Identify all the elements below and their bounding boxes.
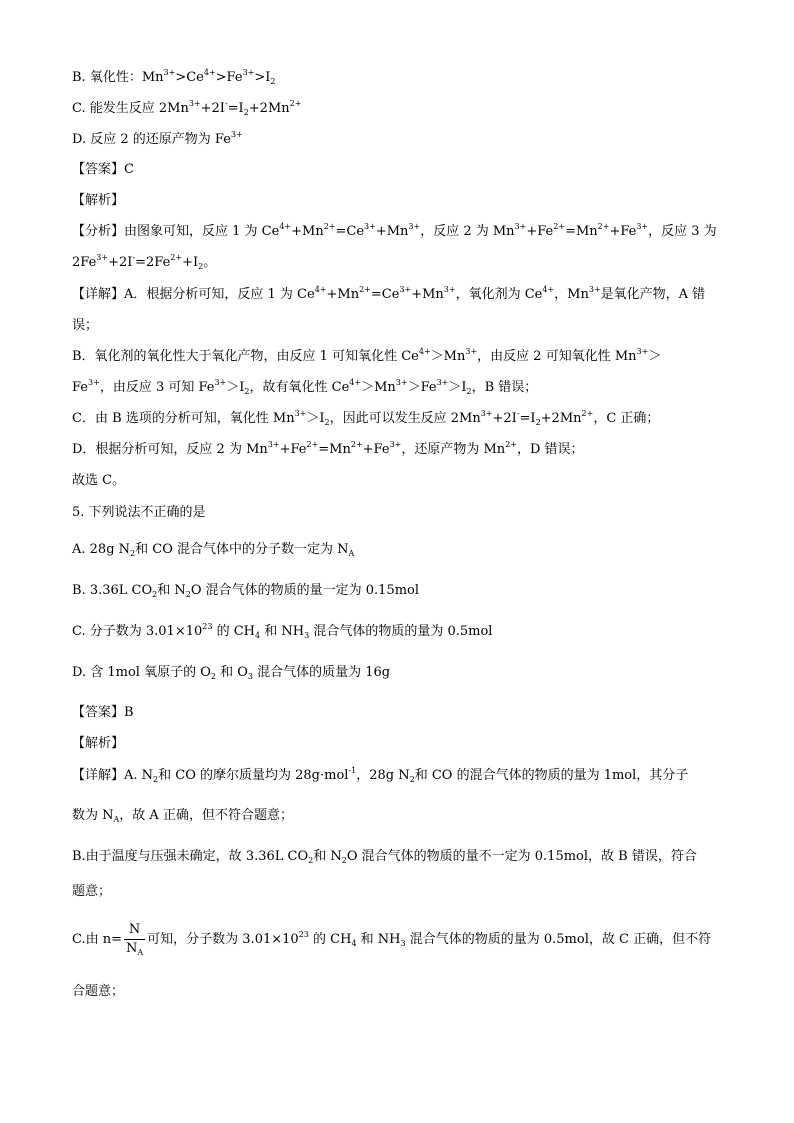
detail-5a-line-1: 【详解】A. $N_2$和 CO 的摩尔质量均为 28g·mol$^{-1}$，28g $N_2$和 CO 的混合气体的物质的量为 1mol，其分子	[72, 766, 689, 784]
option-b-line: B. 氧化性：$Mn^{3+}>Ce^{4+}>Fe^{3+}>I_2$	[72, 68, 276, 86]
detail-5c-line-1: C.由 n= $\frac{N}{N_A}$ 可知，分子数为 $3.01\times 10^{23}$ 的 $CH_4$ 和 $NH_3$ 混合气体的物质的量为 0.5mol，故 C 正确，但不符	[72, 922, 712, 957]
question-5-option-b: B. 3.36L $CO_2$和 $N_2O$ 混合气体的物质的量一定为 0.15mol	[72, 583, 420, 599]
option-c-line: C. 能发生反应 $2Mn^{3+}+2I^-=I_2+2Mn^{2+}$	[72, 99, 302, 117]
question-5-stem: 5. 下列说法不正确的是	[72, 505, 206, 520]
conclusion-line: 故选 C。	[72, 473, 126, 488]
analysis-label-2: 【解析】	[72, 736, 125, 751]
option-d-line: D. 反应 2 的还原产物为 $Fe^{3+}$	[72, 130, 243, 147]
detail-5c-line-2: 合题意；	[72, 984, 125, 999]
detail-a-line-2: 误；	[72, 318, 99, 333]
answer-label: 【答案】C	[72, 162, 134, 177]
detail-5a-line-2: 数为 $N_A$，故 A 正确，但不符合题意；	[72, 808, 293, 824]
detail-5b-line-2: 题意；	[72, 884, 112, 899]
answer-label-2: 【答案】B	[72, 705, 134, 720]
detail-b-line-1: B．氧化剂的氧化性大于氧化产物，由反应 1 可知氧化性 $Ce^{4+}>Mn^{3+}$，由反应 2 可知氧化性 $Mn^{3+}>$	[72, 347, 662, 364]
detail-5b-line-1: B.由于温度与压强未确定，故 3.36L $CO_2$和 $N_2O$ 混合气体的物质的量不一定为 0.15mol，故 B 错误，符合	[72, 849, 697, 865]
detail-b-line-2: $Fe^{3+}$，由反应 3 可知 $Fe^{3+}>I_2$，故有氧化性 $Ce^{4+}>Mn^{3+}>Fe^{3+}>I_2$，B 错误；	[72, 378, 538, 396]
question-5-option-a: A. 28g $N_2$和 CO 混合气体中的分子数一定为 $N_A$	[72, 542, 355, 558]
detail-d-line: D．根据分析可知，反应 2 为 $Mn^{3+}+Fe^{2+}=Mn^{2+}+Fe^{3+}$，还原产物为 $Mn^{2+}$，D 错误；	[72, 440, 584, 457]
detail-a-line-1: 【详解】A．根据分析可知，反应 1 为 $Ce^{4+}+Mn^{2+}=Ce^{3+}+Mn^{3+}$，氧化剂为 $Ce^{4+}$，$Mn^{3+}$是氧化产物，A 错	[72, 285, 706, 302]
question-5-option-d: D. 含 1mol 氧原子的 $O_2$ 和 $O_3$ 混合气体的质量为 16g	[72, 665, 391, 681]
analysis-line-1: 【分析】由图象可知，反应 1 为 $Ce^{4+}+Mn^{2+}=Ce^{3+}+Mn^{3+}$，反应 2 为 $Mn^{3+}+Fe^{2+}=Mn^{2+}+Fe^{3+}$，反应 3 为	[72, 222, 717, 239]
detail-c-line: C．由 B 选项的分析可知，氧化性 $Mn^{3+}>I_2$，因此可以发生反应 $2Mn^{3+}+2I^-=I_2+2Mn^{2+}$，C 正确；	[72, 409, 660, 427]
fraction-n-over-na: $\frac{N}{N_A}$	[126, 922, 144, 957]
question-5-option-c: C. 分子数为 $3.01\times 10^{23}$ 的 $CH_4$ 和 $NH_3$ 混合气体的物质的量为 0.5mol	[72, 622, 493, 640]
analysis-line-2: $2Fe^{3+}+2I^-=2Fe^{2+}+I_2$。	[72, 253, 217, 271]
analysis-label: 【解析】	[72, 193, 125, 208]
